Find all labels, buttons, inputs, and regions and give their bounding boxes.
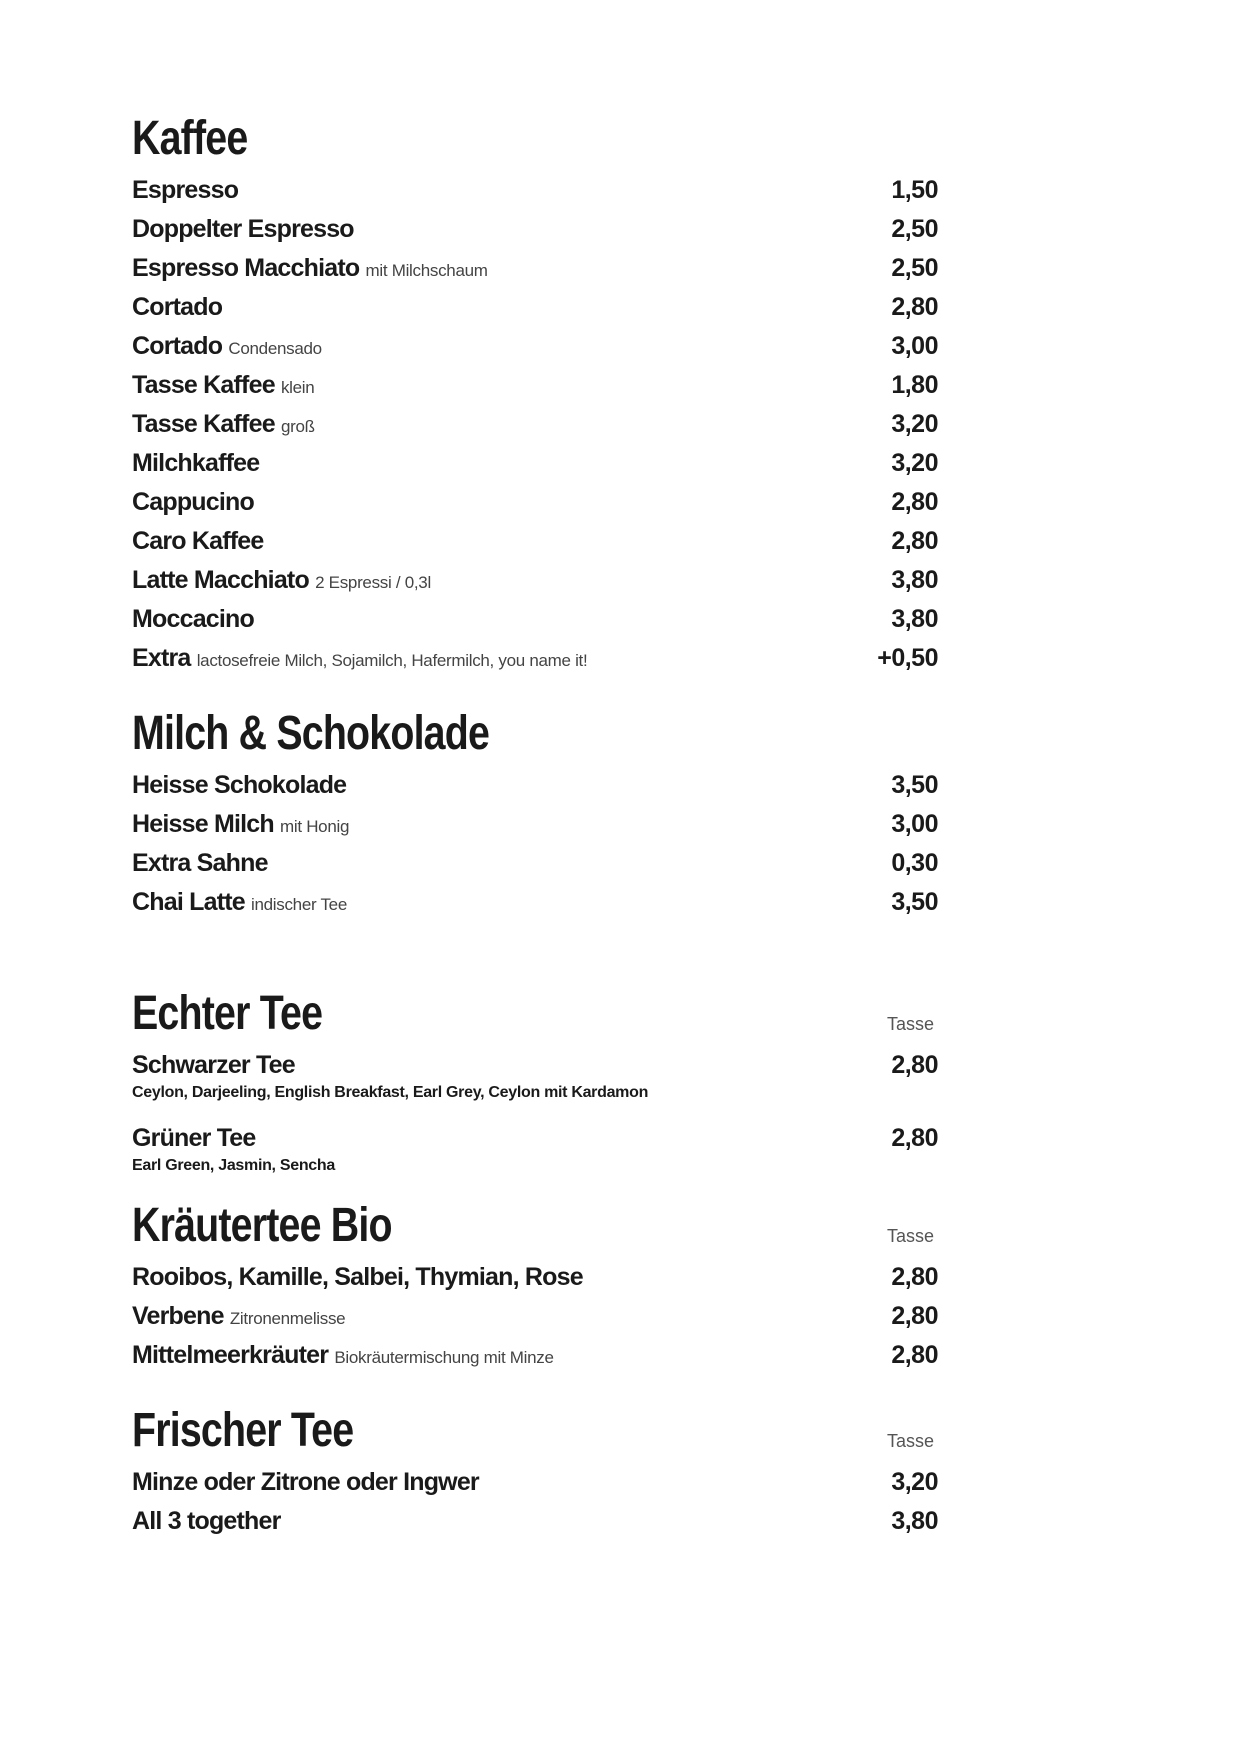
- menu-item: [132, 1302, 938, 1341]
- section-title: Kaffee: [132, 112, 248, 165]
- item-varieties: Ceylon, Darjeeling, English Breakfast, Earl Grey, Ceylon mit Kardamon: [132, 1084, 649, 1101]
- item-price: 2,80: [891, 1124, 938, 1152]
- item-price: 1,50: [891, 176, 938, 204]
- item-note: lactosefreie Milch, Sojamilch, Hafermilch, you name it!: [196, 651, 588, 670]
- item-note: klein: [280, 378, 315, 397]
- item-name: Doppelter Espresso: [132, 215, 354, 243]
- section-title: Echter Tee: [132, 987, 323, 1040]
- section-milch-schokolade: [132, 705, 938, 927]
- section-header: [132, 1197, 938, 1255]
- item-name: Verbene Zitronenmelisse: [132, 1302, 346, 1330]
- item-price: 2,80: [891, 488, 938, 516]
- section-kraeutertee-bio: [132, 1197, 938, 1380]
- section-title: Kräutertee Bio: [132, 1199, 392, 1252]
- section-header: [132, 110, 938, 168]
- menu-item: [132, 176, 938, 215]
- menu-item: [132, 527, 938, 566]
- unit-label: Tasse: [886, 1431, 934, 1451]
- section-frischer-tee: [132, 1402, 938, 1546]
- menu-item: [132, 810, 938, 849]
- item-price: 0,30: [891, 849, 938, 877]
- item-note: 2 Espressi / 0,3l: [315, 573, 431, 592]
- section-header: [132, 985, 938, 1043]
- item-price: 3,20: [891, 449, 938, 477]
- unit-label: Tasse: [886, 1226, 934, 1246]
- unit-label: Tasse: [886, 1014, 934, 1034]
- item-name: Heisse Milch mit Honig: [132, 810, 350, 838]
- item-note: indischer Tee: [251, 895, 347, 914]
- menu-item: [132, 293, 938, 332]
- item-name: Espresso Macchiato mit Milchschaum: [132, 254, 488, 282]
- item-price: 3,80: [891, 605, 938, 633]
- item-price: 2,80: [891, 293, 938, 321]
- item-note: Biokräutermischung mit Minze: [334, 1348, 554, 1367]
- item-name: All 3 together: [132, 1507, 281, 1535]
- menu-item: [132, 771, 938, 810]
- item-price: 3,20: [891, 1468, 938, 1496]
- item-price: 2,80: [891, 1051, 938, 1079]
- item-name: Rooibos, Kamille, Salbei, Thymian, Rose: [132, 1263, 583, 1291]
- section-title: Frischer Tee: [132, 1404, 354, 1457]
- item-name: Schwarzer Tee: [132, 1051, 295, 1079]
- menu-item: [132, 1051, 938, 1080]
- menu-item: [132, 1507, 938, 1546]
- item-name: Cortado Condensado: [132, 332, 322, 360]
- menu-item: [132, 215, 938, 254]
- item-note: Condensado: [228, 339, 322, 358]
- item-name: Extra lactosefreie Milch, Sojamilch, Hafermilch, you name it!: [132, 644, 588, 672]
- menu-item: [132, 449, 938, 488]
- item-name: Tasse Kaffee klein: [132, 371, 315, 399]
- item-list: [132, 771, 938, 927]
- item-price: 2,50: [891, 215, 938, 243]
- item-price: 3,80: [891, 566, 938, 594]
- item-note: Zitronenmelisse: [229, 1309, 346, 1328]
- item-name: Latte Macchiato 2 Espressi / 0,3l: [132, 566, 431, 594]
- item-name: Chai Latte indischer Tee: [132, 888, 347, 916]
- menu-item: [132, 888, 938, 927]
- section-header: [132, 705, 938, 763]
- section-kaffee: [132, 110, 938, 683]
- item-price: 2,80: [891, 1302, 938, 1330]
- menu-item: [132, 488, 938, 527]
- item-name: Moccacino: [132, 605, 254, 633]
- item-price: 3,50: [891, 888, 938, 916]
- item-name: Grüner Tee: [132, 1124, 256, 1152]
- menu-item: [132, 566, 938, 605]
- item-price: +0,50: [877, 644, 938, 672]
- section-echter-tee: [132, 985, 938, 1175]
- menu-item: [132, 332, 938, 371]
- item-list: [132, 1263, 938, 1380]
- menu-item: [132, 371, 938, 410]
- item-price: 3,00: [891, 332, 938, 360]
- item-name: Minze oder Zitrone oder Ingwer: [132, 1468, 479, 1496]
- item-name: Heisse Schokolade: [132, 771, 347, 799]
- menu-item: [132, 1468, 938, 1507]
- menu-item: [132, 1124, 938, 1153]
- item-name: Cortado: [132, 293, 223, 321]
- item-price: 1,80: [891, 371, 938, 399]
- menu-item: [132, 1263, 938, 1302]
- item-price: 3,00: [891, 810, 938, 838]
- item-list: [132, 176, 938, 683]
- menu-item: [132, 644, 938, 683]
- item-price: 2,50: [891, 254, 938, 282]
- item-price: 3,20: [891, 410, 938, 438]
- section-header: [132, 1402, 938, 1460]
- item-price: 2,80: [891, 1263, 938, 1291]
- item-name: Cappucino: [132, 488, 254, 516]
- menu-item: [132, 410, 938, 449]
- drinks-menu: [132, 110, 938, 1546]
- menu-item: [132, 1341, 938, 1380]
- menu-item: [132, 254, 938, 293]
- item-varieties: Earl Green, Jasmin, Sencha: [132, 1157, 335, 1174]
- item-name: Tasse Kaffee groß: [132, 410, 315, 438]
- item-price: 2,80: [891, 1341, 938, 1369]
- section-title: Milch & Schokolade: [132, 707, 490, 760]
- item-price: 2,80: [891, 527, 938, 555]
- item-name: Espresso: [132, 176, 239, 204]
- item-list: [132, 1468, 938, 1546]
- item-note: mit Milchschaum: [365, 261, 488, 280]
- item-price: 3,80: [891, 1507, 938, 1535]
- item-note: mit Honig: [280, 817, 350, 836]
- item-name: Milchkaffee: [132, 449, 260, 477]
- item-note: groß: [280, 417, 315, 436]
- menu-item: [132, 605, 938, 644]
- item-name: Mittelmeerkräuter Biokräutermischung mit Minze: [132, 1341, 554, 1369]
- item-price: 3,50: [891, 771, 938, 799]
- menu-item: [132, 849, 938, 888]
- item-name: Caro Kaffee: [132, 527, 264, 555]
- item-list: [132, 1051, 938, 1175]
- item-name: Extra Sahne: [132, 849, 268, 877]
